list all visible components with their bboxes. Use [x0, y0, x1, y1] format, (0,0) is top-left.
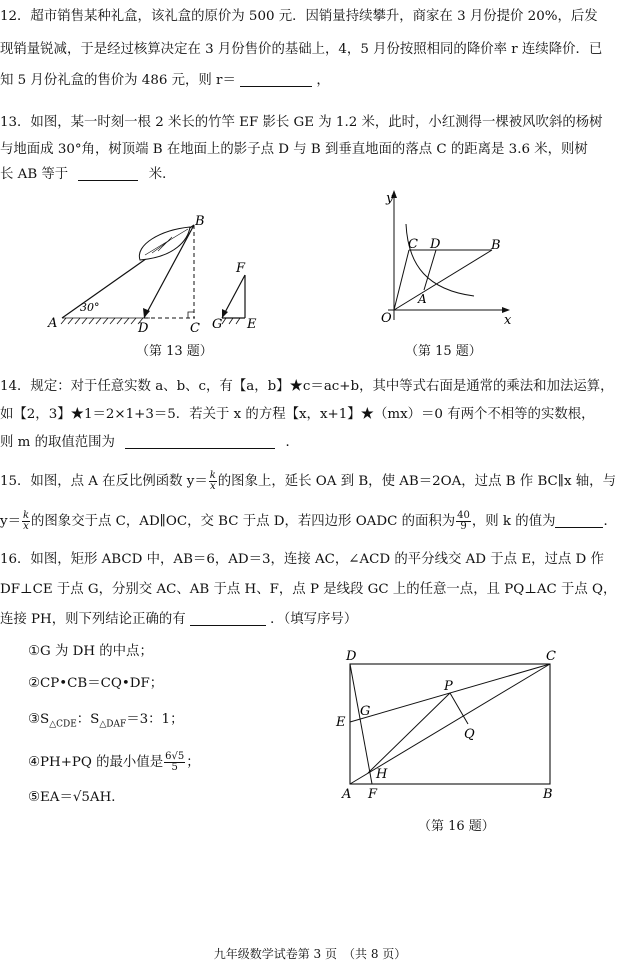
q15-line1-post: 的图象上，延长 OA 到 B，使 AB＝2OA，过点 B 作 BC∥x 轴，与 [217, 474, 616, 489]
q15-line1-pre: 15．如图，点 A 在反比例函数 y＝ [0, 474, 208, 489]
ground-hatch [61, 318, 150, 324]
opt3-c: ＝3：1； [126, 712, 184, 727]
q13-line2: 与地面成 30°角，树顶端 B 在地面上的影子点 D 与 B 到垂直地面的落点 C 的距离是 3.6 米，则树 [0, 142, 588, 157]
label-B: B [195, 215, 205, 229]
frac-num: k [22, 510, 30, 521]
label-D: D [346, 650, 357, 664]
q16-line2: DF⊥CE 于点 G，分别交 AC、AB 于点 H、F，点 P 是线段 GC 上的任意一点，且 PQ⊥AC 于点 Q， [0, 582, 617, 597]
label-E: E [336, 715, 346, 730]
figure-13 [40, 215, 280, 335]
q15-fraction-k-x-2 [22, 511, 30, 532]
q16-option-2: ②CP•CB＝CQ•DF； [28, 676, 164, 691]
q13-line3-end: 米． [148, 167, 176, 182]
opt3-sub1: △CDE [49, 719, 77, 730]
q16-option-3 [28, 711, 183, 734]
q15-line2-mid: 的图象交于点 C，AD∥OC，交 BC 于点 D，若四边形 OADC 的面积为 [31, 514, 456, 529]
q13-line3 [0, 166, 176, 184]
q15-area-fraction [456, 511, 471, 532]
q12-line2: 现销量锐减，于是经过核算决定在 3 月份售价的基础上，4，5 月份按照相同的降价率 r 连续降价．已 [0, 42, 603, 57]
opt4-pre: ④PH+PQ 的最小值是 [28, 755, 164, 770]
q12-line3-end: ， [316, 73, 330, 88]
q12-line3-text: 知 5 月份礼盒的售价为 486 元，则 r＝ [0, 73, 236, 88]
opt3-b: ：S [76, 712, 100, 727]
area-den: 9 [460, 521, 467, 532]
q13-answer-blank[interactable] [78, 166, 138, 181]
opt3-sub2: △DAF [99, 719, 127, 730]
label-A: A [48, 316, 58, 331]
label-C: C [408, 237, 418, 252]
q16-line1: 16．如图，矩形 ABCD 中，AB＝6，AD＝3，连接 AC，∠ACD 的平分线交 AD 于点 E，过点 D 作 [0, 552, 604, 567]
q12-answer-blank[interactable] [240, 72, 312, 87]
q13-line3-text: 长 AB 等于 [0, 167, 69, 182]
label-F: F [368, 787, 378, 802]
segment-AD [424, 250, 436, 290]
q15-answer-blank[interactable] [555, 513, 603, 528]
q14-line1: 14．规定：对于任意实数 a、b、c，有【a，b】★c＝ac+b，其中等式右面是通常的乘法和加法运算， [0, 379, 614, 394]
q15-line2 [0, 511, 617, 532]
label-D: D [138, 321, 149, 335]
q15-line2-end: ． [603, 514, 617, 529]
label-A: A [342, 787, 352, 802]
q16-option-5: ⑤EA＝√5AH． [28, 790, 125, 805]
label-P: P [444, 679, 453, 694]
segment-OC [394, 250, 409, 310]
page-footer: 九年级数学试卷第 3 页 （共 8 页） [213, 947, 407, 961]
q16-answer-blank[interactable] [190, 611, 266, 626]
figure-15-caption: （第 15 题） [405, 344, 482, 359]
frac-den: x [23, 521, 29, 532]
frac-num: k [209, 470, 216, 481]
label-x: x [504, 313, 512, 328]
angle-label: 30° [80, 301, 100, 314]
q15-fraction-k-x [209, 471, 217, 492]
area-num: 40 [457, 510, 470, 521]
q16-option-4 [28, 752, 200, 773]
figure-16 [330, 650, 570, 810]
label-B: B [491, 238, 501, 253]
q12-line1: 12．超市销售某种礼盒，该礼盒的原价为 500 元．因销量持续攀升，商家在 3 月份提价 20%，后发 [0, 9, 598, 24]
opt4-post: ； [186, 755, 200, 770]
q16-line3-text: 连接 PH，则下列结论正确的有 [0, 612, 186, 627]
q14-line2: 如【2，3】★1＝2×1+3＝5．若关于 x 的方程【x，x+1】★（mx）＝0 有两个不相等的实数根， [0, 407, 595, 422]
q14-line3 [0, 434, 299, 452]
q14-line3-text: 则 m 的取值范围为 [0, 435, 115, 450]
opt4-num: 6√5 [165, 751, 185, 762]
segment-PQ [450, 693, 468, 724]
segment-DF [350, 664, 372, 784]
q12-line3 [0, 72, 330, 90]
label-E: E [247, 317, 257, 332]
label-O: O [381, 311, 392, 326]
opt4-den: 5 [171, 762, 178, 773]
opt3-a: ③S [28, 712, 50, 727]
label-G: G [212, 317, 223, 332]
q16-line3 [0, 611, 357, 629]
figure-15 [368, 186, 518, 336]
q16-option-1: ①G 为 DH 的中点； [28, 644, 153, 659]
label-C: C [190, 321, 200, 335]
figure-16-caption: （第 16 题） [418, 819, 495, 834]
figure-13-caption: （第 13 题） [136, 344, 213, 359]
label-B: B [543, 787, 553, 802]
label-A: A [418, 292, 427, 306]
opt4-fraction [164, 752, 185, 773]
label-F: F [236, 261, 246, 276]
curve-y-k-over-x [406, 224, 474, 296]
q14-line3-end: ． [285, 435, 299, 450]
q15-line2-post: ，则 k 的值为 [471, 514, 556, 529]
segment-OB [394, 250, 492, 310]
q15-line1 [0, 471, 616, 492]
q13-line1: 13．如图，某一时刻一根 2 米长的竹竿 EF 影长 GE 为 1.2 米，此时，小红测得一棵被风吹斜的杨树 [0, 115, 603, 130]
label-y: y [386, 191, 394, 206]
frac-den: x [209, 481, 216, 492]
label-H: H [376, 767, 388, 782]
label-D: D [430, 237, 441, 252]
label-C: C [546, 650, 556, 664]
q15-line2-pre: y＝ [0, 514, 21, 529]
q14-answer-blank[interactable] [125, 434, 275, 449]
q16-line3-end: ．（填写序号） [270, 612, 358, 627]
label-Q: Q [464, 727, 475, 742]
label-G: G [360, 704, 371, 719]
